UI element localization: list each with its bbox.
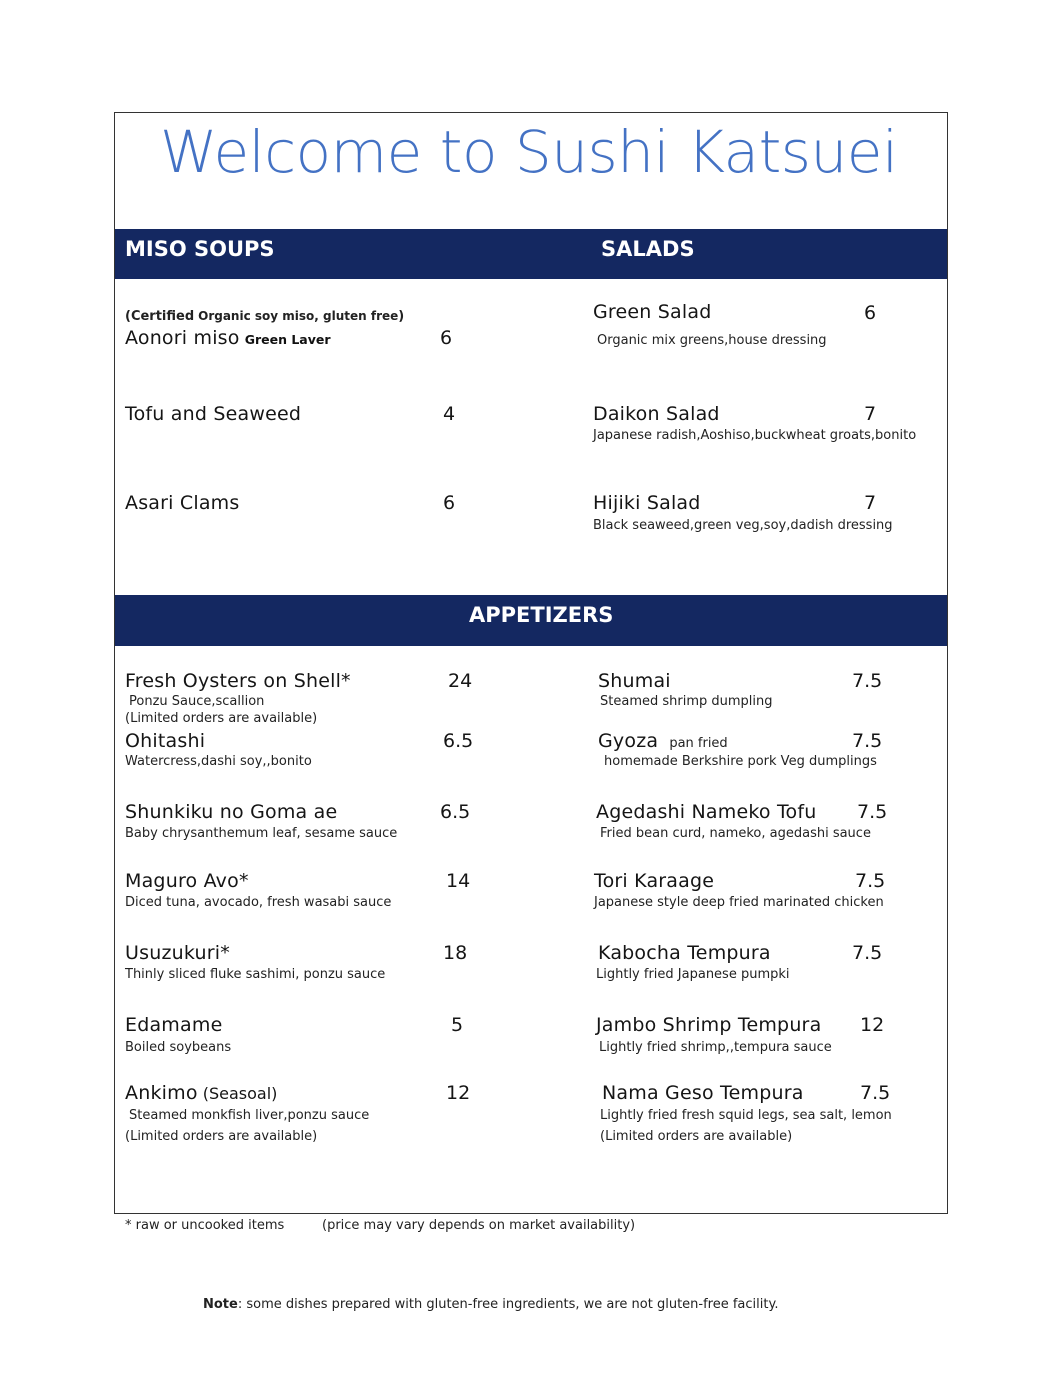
menu-item-agedashi: Agedashi Nameko Tofu [596,801,817,823]
price-ankimo: 12 [446,1082,471,1104]
menu-item-ohitashi: Ohitashi [125,730,206,752]
price-tori-karaage: 7.5 [855,870,886,892]
desc-kabocha: Lightly fried Japanese pumpki [596,967,790,982]
desc-green-salad: Organic mix greens,house dressing [597,333,827,348]
menu-item-maguro-avo: Maguro Avo* [125,870,249,892]
desc-agedashi: Fried bean curd, nameko, agedashi sauce [600,826,871,841]
desc-shunkiku: Baby chrysanthemum leaf, sesame sauce [125,826,398,841]
desc-ohitashi: Watercress,dashi soy,,bonito [125,754,312,769]
appetizers-heading: APPETIZERS [469,603,614,627]
menu-item-nama-geso: Nama Geso Tempura [602,1082,804,1104]
price-shunkiku: 6.5 [440,801,471,823]
desc-maguro-avo: Diced tuna, avocado, fresh wasabi sauce [125,895,392,910]
section-header-band-appetizers [115,595,947,646]
menu-item-shunkiku: Shunkiku no Goma ae [125,801,338,823]
menu-item-kabocha: Kabocha Tempura [598,942,771,964]
price-nama-geso: 7.5 [860,1082,891,1104]
menu-item-gyoza: Gyoza pan fried [598,730,728,752]
price-green-salad: 6 [864,302,877,324]
price-jambo-shrimp: 12 [860,1014,885,1036]
menu-item-asari-clams: Asari Clams [125,492,240,514]
note-label: Note [203,1297,238,1312]
desc-tori-karaage: Japanese style deep fried marinated chicken [594,895,884,910]
miso-soups-heading: MISO SOUPS [125,237,275,261]
price-tofu-seaweed: 4 [443,403,456,425]
note-fresh-oysters: (Limited orders are available) [125,711,318,726]
desc-fresh-oysters: Ponzu Sauce,scallion [129,694,265,709]
menu-item-shumai: Shumai [598,670,671,692]
menu-item-daikon-salad: Daikon Salad [593,403,720,425]
note-ankimo: (Limited orders are available) [125,1129,318,1144]
price-agedashi: 7.5 [857,801,888,823]
menu-item-hijiki-salad: Hijiki Salad [593,492,701,514]
desc-shumai: Steamed shrimp dumpling [600,694,773,709]
price-gyoza: 7.5 [852,730,883,752]
price-kabocha: 7.5 [852,942,883,964]
menu-item-green-salad: Green Salad [593,301,712,323]
desc-hijiki-salad: Black seaweed,green veg,soy,dadish dressing [593,518,893,533]
menu-item-fresh-oysters: Fresh Oysters on Shell* [125,670,351,692]
price-daikon-salad: 7 [864,403,877,425]
price-maguro-avo: 14 [446,870,471,892]
price-ohitashi: 6.5 [443,730,474,752]
price-hijiki-salad: 7 [864,492,877,514]
menu-title: Welcome to Sushi Katsuei [160,118,898,186]
menu-item-jambo-shrimp: Jambo Shrimp Tempura [596,1014,822,1036]
gluten-note [203,1297,778,1312]
desc-nama-geso: Lightly fried fresh squid legs, sea salt, lemon [600,1108,892,1123]
section-header-band-soups-salads [115,229,947,279]
menu-item-edamame: Edamame [125,1014,223,1036]
desc-usuzukuri: Thinly sliced fluke sashimi, ponzu sauce [125,967,386,982]
menu-item-usuzukuri: Usuzukuri* [125,942,230,964]
menu-item-tori-karaage: Tori Karaage [594,870,715,892]
price-edamame: 5 [451,1014,464,1036]
price-asari-clams: 6 [443,492,456,514]
price-footnote: (price may vary depends on market availability) [322,1218,636,1233]
desc-ankimo: Steamed monkfish liver,ponzu sauce [129,1108,370,1123]
salads-heading: SALADS [601,237,695,261]
desc-edamame: Boiled soybeans [125,1040,232,1055]
menu-item-tofu-seaweed: Tofu and Seaweed [125,403,302,425]
desc-gyoza: homemade Berkshire pork Veg dumplings [604,754,877,769]
note-text: : some dishes prepared with gluten-free ingredients, we are not gluten-free facility. [237,1297,779,1312]
price-aonori-miso: 6 [440,327,453,349]
desc-daikon-salad: Japanese radish,Aoshiso,buckwheat groats,bonito [593,428,917,443]
price-shumai: 7.5 [852,670,883,692]
price-usuzukuri: 18 [443,942,468,964]
menu-item-aonori-miso: Aonori miso Green Laver [125,327,331,349]
menu-item-ankimo: Ankimo (Seasoal) [125,1082,278,1104]
note-nama-geso: (Limited orders are available) [600,1129,793,1144]
price-fresh-oysters: 24 [448,670,473,692]
miso-certification-note: (Certified Organic soy miso, gluten free) [125,309,405,324]
desc-jambo-shrimp: Lightly fried shrimp,,tempura sauce [599,1040,832,1055]
raw-items-footnote: * raw or uncooked items [125,1218,285,1233]
